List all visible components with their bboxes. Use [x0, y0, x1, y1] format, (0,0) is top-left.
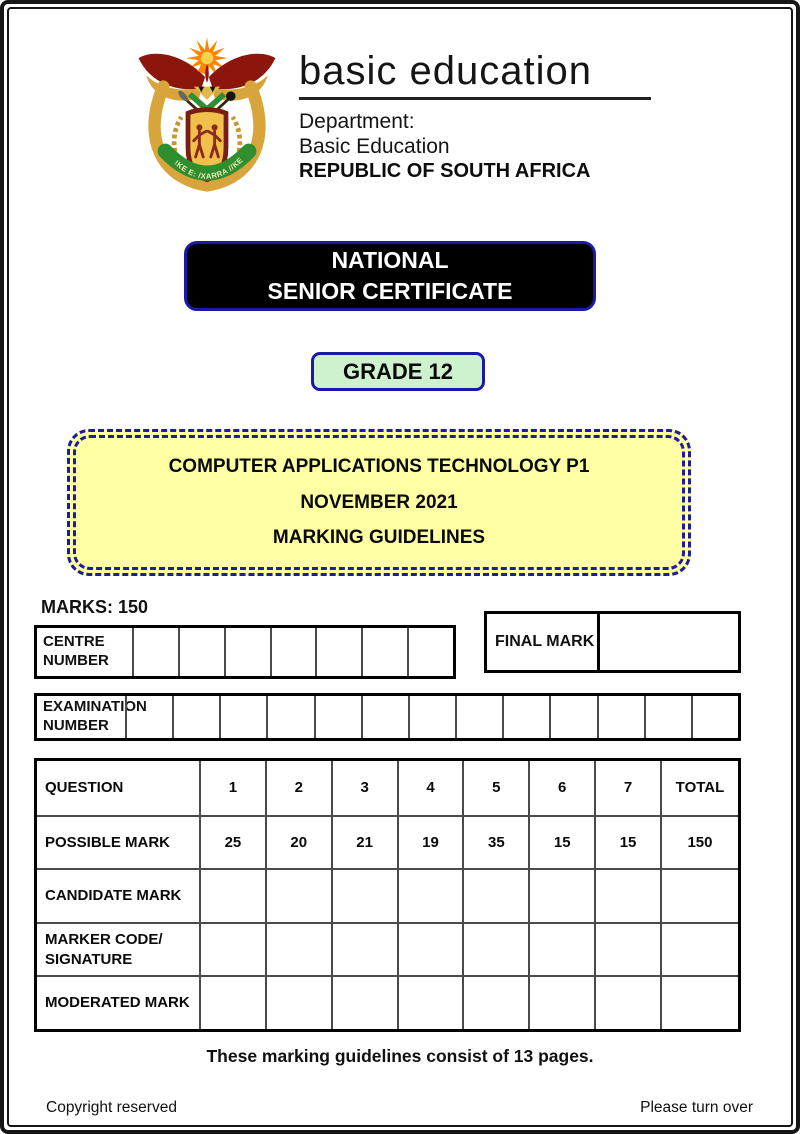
mark-table-column-header: 3 — [331, 761, 397, 815]
centre-number-cell — [178, 628, 224, 676]
mark-table-cell: 150 — [660, 815, 738, 869]
mark-table-column-header: TOTAL — [660, 761, 738, 815]
examination-number-cell — [361, 696, 408, 738]
centre-number-cell — [224, 628, 270, 676]
mark-table-cell: 19 — [397, 815, 463, 869]
mark-table — [34, 758, 741, 1032]
mark-table-column-header: 5 — [462, 761, 528, 815]
mark-table-cell — [528, 922, 594, 976]
mark-table-row-label: MODERATED MARK — [37, 975, 199, 1029]
emblem-motto-text: !KE E: /XARRA //KE — [172, 155, 245, 181]
mark-table-cell: 20 — [265, 815, 331, 869]
centre-number-cell — [270, 628, 316, 676]
mark-table-cell — [199, 975, 265, 1029]
mark-table-row-label: MARKER CODE/ SIGNATURE — [37, 922, 199, 976]
mark-table-column-header: 4 — [397, 761, 463, 815]
examination-number-cell — [219, 696, 266, 738]
final-mark-value-cell — [600, 614, 738, 670]
centre-number-label: CENTRE NUMBER — [43, 633, 109, 669]
final-mark-table — [484, 611, 741, 673]
examination-number-cell — [549, 696, 596, 738]
centre-number-cell — [315, 628, 361, 676]
page-border — [7, 7, 793, 1127]
total-marks-label: MARKS: 150 — [41, 597, 149, 617]
mark-table-column-header: 7 — [594, 761, 660, 815]
mark-table-cell — [528, 868, 594, 922]
examination-number-cell — [125, 696, 172, 738]
mark-table-cell — [660, 868, 738, 922]
footer-turn-over: Please turn over — [640, 1099, 753, 1116]
mark-table-cell — [265, 868, 331, 922]
mark-table-cell — [462, 975, 528, 1029]
mark-table-column-header: 1 — [199, 761, 265, 815]
mark-table-cell — [528, 975, 594, 1029]
mark-table-cell — [462, 922, 528, 976]
examination-number-cell — [408, 696, 455, 738]
mark-table-cell — [397, 922, 463, 976]
mark-table-cell: 15 — [594, 815, 660, 869]
examination-number-table — [34, 693, 741, 741]
page-count-note: These marking guidelines consist of 13 pages. — [206, 1046, 594, 1066]
country-line: REPUBLIC OF SOUTH AFRICA — [299, 160, 591, 183]
subject-box-inner — [73, 435, 685, 570]
department-text-block — [299, 33, 651, 201]
examination-number-cell — [172, 696, 219, 738]
examination-number-cell — [597, 696, 644, 738]
mark-table-cell: 25 — [199, 815, 265, 869]
centre-number-cell — [361, 628, 407, 676]
mark-table-cell — [331, 868, 397, 922]
mark-table-cell — [331, 975, 397, 1029]
mark-table-cell — [660, 922, 738, 976]
mark-table-cell — [397, 975, 463, 1029]
examination-number-cell — [266, 696, 313, 738]
department-header — [131, 33, 651, 201]
certificate-banner — [184, 241, 596, 311]
examination-number-cell — [691, 696, 738, 738]
examination-number-cell — [502, 696, 549, 738]
subject-box — [67, 429, 691, 576]
mark-table-cell — [265, 975, 331, 1029]
mark-table-cell — [199, 868, 265, 922]
mark-table-cell — [331, 922, 397, 976]
dept-line-1: Department: — [299, 110, 415, 133]
examination-number-cell — [644, 696, 691, 738]
brand-title: basic education — [299, 49, 592, 93]
mark-table-cell — [397, 868, 463, 922]
examination-number-cell — [314, 696, 361, 738]
mark-table-column-header: 2 — [265, 761, 331, 815]
centre-number-cell — [407, 628, 453, 676]
mark-table-cell — [199, 922, 265, 976]
mark-table-column-header: 6 — [528, 761, 594, 815]
grade-label: GRADE 12 — [342, 358, 454, 384]
certificate-line-2: SENIOR CERTIFICATE — [267, 278, 513, 304]
document-type: MARKING GUIDELINES — [272, 527, 486, 549]
certificate-line-1: NATIONAL — [331, 246, 449, 273]
centre-number-table — [34, 625, 456, 679]
final-mark-label: FINAL MARK — [487, 614, 600, 670]
brand-underline — [299, 97, 651, 100]
subject-title: COMPUTER APPLICATIONS TECHNOLOGY P1 — [168, 455, 590, 477]
mark-table-question-label: QUESTION — [45, 779, 124, 797]
mark-table-cell — [265, 922, 331, 976]
examination-number-cell — [455, 696, 502, 738]
dept-line-2: Basic Education — [299, 134, 450, 158]
centre-number-cell — [132, 628, 178, 676]
grade-banner — [311, 352, 485, 391]
examination-number-label: EXAMINATION NUMBER — [43, 698, 147, 734]
mark-table-cell — [594, 922, 660, 976]
mark-table-cell: 15 — [528, 815, 594, 869]
mark-table-cell: 35 — [462, 815, 528, 869]
mark-table-row-label: CANDIDATE MARK — [37, 868, 199, 922]
mark-table-cell — [660, 975, 738, 1029]
mark-table-cell — [594, 868, 660, 922]
mark-table-cell — [462, 868, 528, 922]
coat-of-arms-logo — [131, 33, 283, 201]
exam-session: NOVEMBER 2021 — [300, 491, 458, 513]
mark-table-cell — [594, 975, 660, 1029]
mark-table-row-label: POSSIBLE MARK — [37, 815, 199, 869]
footer-copyright: Copyright reserved — [46, 1099, 177, 1116]
mark-table-cell: 21 — [331, 815, 397, 869]
